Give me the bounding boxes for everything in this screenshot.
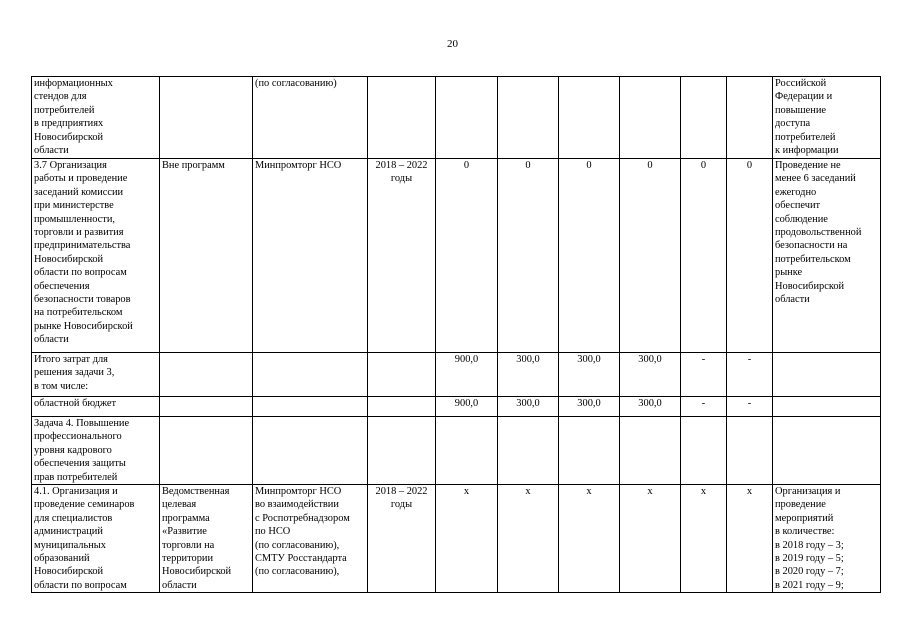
table-cell: х — [436, 485, 498, 593]
table-cell: 300,0 — [498, 397, 559, 417]
table-cell: х — [727, 485, 773, 593]
table-cell — [681, 417, 727, 485]
table-cell — [773, 353, 881, 397]
table-cell: Вне программ — [160, 159, 253, 353]
table-cell — [253, 397, 368, 417]
table-cell: Задача 4. Повышение профессионального уровня кадрового обеспечения защиты прав потребителей — [32, 417, 160, 485]
table-cell: Минпромторг НСО во взаимодействии с Роспотребнадзором по НСО (по согласованию), СМТУ Росстандарта (по согласованию), — [253, 485, 368, 593]
table-cell: 3.7 Организация работы и проведение заседаний комиссии при министерстве промышленности, торговли и развития предпринимательства Новосибирской области по вопросам обеспечения безопасности товаров на потребительском рынке Новосибирской области — [32, 159, 160, 353]
table-cell: Итого затрат для решения задачи 3, в том числе: — [32, 353, 160, 397]
table-cell — [773, 417, 881, 485]
table-cell: х — [559, 485, 620, 593]
table-cell: 300,0 — [498, 353, 559, 397]
table-cell: Российской Федерации и повышение доступа потребителей к информации — [773, 77, 881, 159]
table-row — [32, 77, 881, 159]
table-cell: Проведение не менее 6 заседаний ежегодно обеспечит соблюдение продовольственной безопасности на потребительском рынке Новосибирской области — [773, 159, 881, 353]
table-cell: - — [727, 397, 773, 417]
table-cell — [436, 77, 498, 159]
table-cell — [160, 397, 253, 417]
table-cell: 300,0 — [620, 353, 681, 397]
table-cell: 0 — [620, 159, 681, 353]
table-cell: Организация и проведение мероприятий в количестве: в 2018 году – 3; в 2019 году – 5; в 2020 году – 7; в 2021 году – 9; — [773, 485, 881, 593]
table-cell — [436, 417, 498, 485]
table-cell: 300,0 — [559, 353, 620, 397]
table-cell: - — [681, 353, 727, 397]
table-cell: информационных стендов для потребителей в предприятиях Новосибирской области — [32, 77, 160, 159]
table-row — [32, 417, 881, 485]
table-cell: 300,0 — [620, 397, 681, 417]
table-cell: областной бюджет — [32, 397, 160, 417]
table-cell: - — [727, 353, 773, 397]
table-cell — [160, 353, 253, 397]
table-cell: 2018 – 2022 годы — [368, 159, 436, 353]
table-cell — [253, 353, 368, 397]
program-table — [31, 76, 881, 593]
table-cell: 0 — [436, 159, 498, 353]
table-cell — [368, 353, 436, 397]
table-cell: 900,0 — [436, 397, 498, 417]
table-cell: 2018 – 2022 годы — [368, 485, 436, 593]
table-cell — [253, 417, 368, 485]
table-row — [32, 159, 881, 353]
table-cell — [620, 417, 681, 485]
table-cell — [559, 77, 620, 159]
table-cell: Ведомственная целевая программа «Развитие торговли на территории Новосибирской области — [160, 485, 253, 593]
table-cell: х — [620, 485, 681, 593]
table-cell — [368, 397, 436, 417]
table-cell: 300,0 — [559, 397, 620, 417]
table-cell: х — [681, 485, 727, 593]
table-cell — [498, 77, 559, 159]
table-cell: 0 — [681, 159, 727, 353]
table-cell — [160, 77, 253, 159]
table-cell — [559, 417, 620, 485]
page-number: 20 — [447, 38, 458, 50]
table-cell: 0 — [559, 159, 620, 353]
table-cell — [620, 77, 681, 159]
table-cell: (по согласованию) — [253, 77, 368, 159]
table-cell — [727, 417, 773, 485]
table-cell: х — [498, 485, 559, 593]
table-cell: 4.1. Организация и проведение семинаров для специалистов администраций муниципальных образований Новосибирской области по вопросам — [32, 485, 160, 593]
table-cell: - — [681, 397, 727, 417]
table-cell — [160, 417, 253, 485]
table-cell: 0 — [498, 159, 559, 353]
table-cell — [773, 397, 881, 417]
table-row — [32, 485, 881, 593]
table-cell — [727, 77, 773, 159]
table-row — [32, 353, 881, 397]
table-cell: Минпромторг НСО — [253, 159, 368, 353]
table-cell: 900,0 — [436, 353, 498, 397]
table-cell — [368, 77, 436, 159]
table-cell — [681, 77, 727, 159]
table-row — [32, 397, 881, 417]
table-cell — [368, 417, 436, 485]
table-cell — [498, 417, 559, 485]
table-cell: 0 — [727, 159, 773, 353]
